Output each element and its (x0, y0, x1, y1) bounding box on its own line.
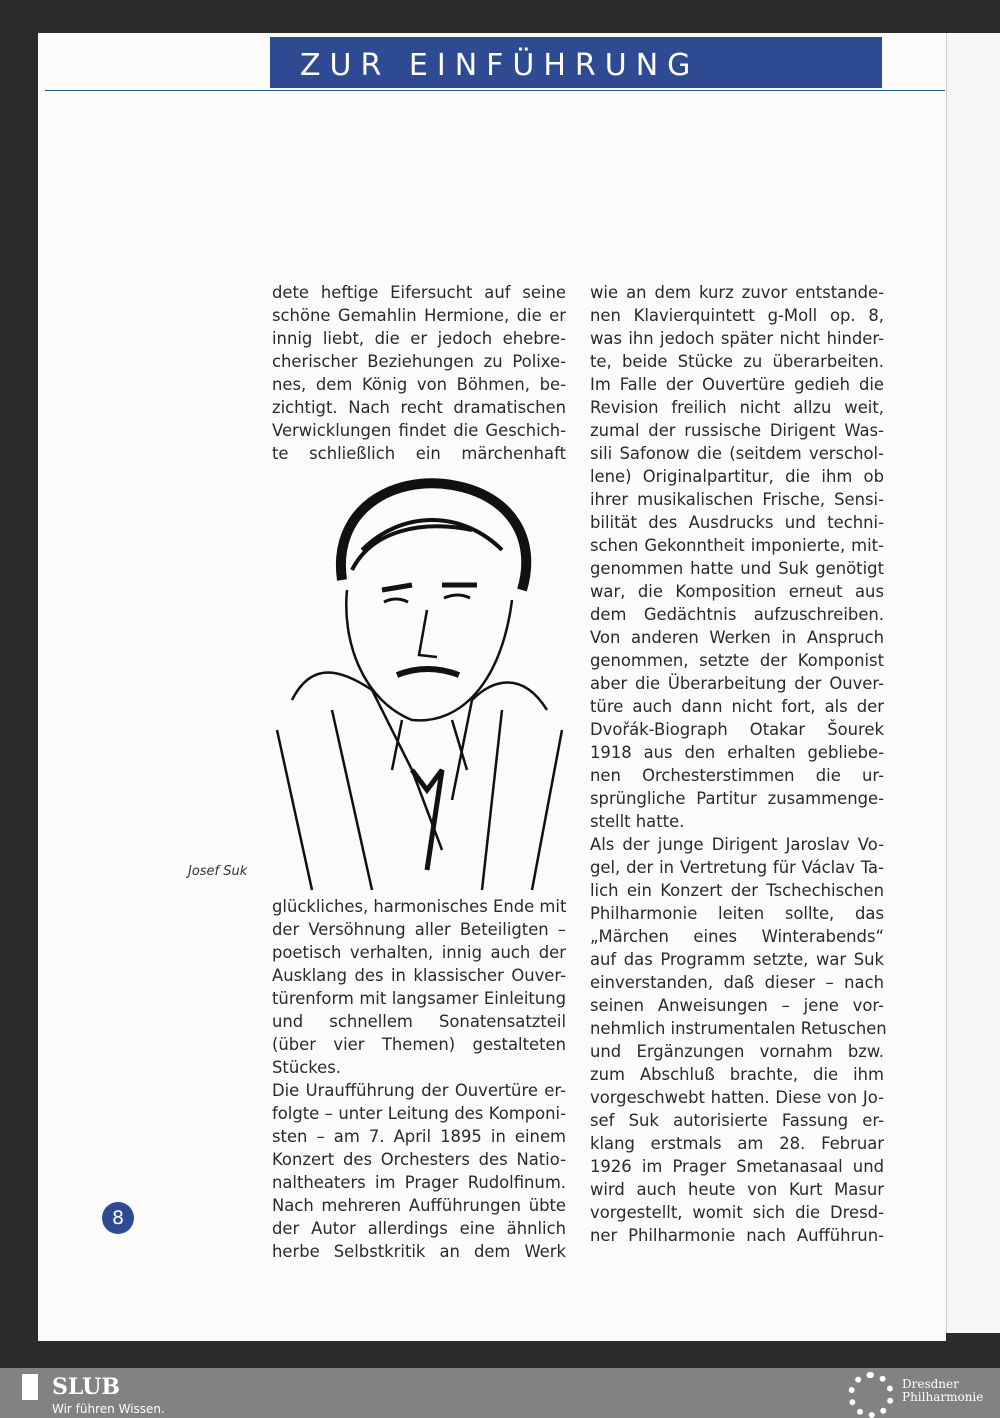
text-line: cherischer Beziehungen zu Polixe- (272, 352, 566, 371)
text-line: nen Orchesterstimmen die ur- (590, 766, 884, 785)
text-line: zumal der russische Dirigent Was- (590, 421, 884, 440)
text-line: genommen, setzte der Komponist (590, 651, 884, 670)
josef-suk-portrait (272, 470, 567, 895)
text-line: zichtigt. Nach recht dramatischen (272, 398, 566, 417)
left-column-top (272, 281, 566, 465)
text-line: lene) Originalpartitur, die ihm ob (590, 467, 884, 486)
slub-logo-icon (22, 1374, 38, 1400)
text-line: te, beide Stücke zu überarbeiten. (590, 352, 884, 371)
text-line: dete heftige Eifersucht auf seine (272, 283, 566, 302)
text-line: Verwicklungen findet die Geschich- (272, 421, 566, 440)
text-line: dem Gedächtnis aufzuschreiben. (590, 605, 884, 624)
text-line: Von anderen Werken in Anspruch (590, 628, 884, 647)
text-line: Revision freilich nicht allzu weit, (590, 398, 884, 417)
text-line: ner Philharmonie nach Aufführun- (590, 1226, 884, 1245)
text-line: was ihn jedoch später nicht hinder- (590, 329, 884, 348)
text-line: klang erstmals am 28. Februar (590, 1134, 884, 1153)
text-line: genommen hatte und Suk genötigt (590, 559, 884, 578)
text-line: 1918 aus den erhalten gebliebe- (590, 743, 884, 762)
text-line: „Märchen eines Winterabends“ (590, 927, 884, 946)
text-line: Konzert des Orchesters des Natio- (272, 1150, 566, 1169)
text-line: nes, dem König von Böhmen, be- (272, 375, 566, 394)
text-line: der Autor allerdings eine ähnlich (272, 1219, 566, 1238)
text-line: seinen Anweisungen – jene vor- (590, 996, 884, 1015)
text-line: Nach mehreren Aufführungen übte (272, 1196, 566, 1215)
text-line: ihrer musikalischen Frische, Sensi- (590, 490, 884, 509)
text-line: zum Abschluß brachte, die ihm (590, 1065, 884, 1084)
next-page-edge (946, 33, 1000, 1333)
section-title: ZUR EINFÜHRUNG (300, 48, 700, 83)
text-line: sprüngliche Partitur zusammenge- (590, 789, 884, 808)
text-line: und schnellem Sonatensatzteil (272, 1012, 566, 1031)
text-line: nen Klavierquintett g-Moll op. 8, (590, 306, 884, 325)
partner-line-2: Philharmonie (902, 1390, 984, 1404)
text-line: lich ein Konzert der Tschechischen (590, 881, 884, 900)
text-line: sili Safonow die (seitdem verschol- (590, 444, 884, 463)
text-line: war, die Komposition erneut aus (590, 582, 884, 601)
page-number: 8 (102, 1202, 134, 1234)
text-line: poetisch verhalten, innig auch der (272, 943, 566, 962)
text-line: vorgeschwebt hatten. Diese von Jo- (590, 1088, 884, 1107)
text-line: und Ergänzungen vornahm bzw. (590, 1042, 884, 1061)
slub-logo[interactable]: SLUB (52, 1374, 120, 1400)
text-line: herbe Selbstkritik an dem Werk (272, 1242, 566, 1261)
text-line: nehmlich instrumentalen Retuschen (590, 1019, 887, 1038)
text-line: schen Gekonntheit imponierte, mit- (590, 536, 884, 555)
slub-tagline: Wir führen Wissen. (52, 1402, 165, 1416)
text-line: aber die Überarbeitung der Ouver- (590, 674, 884, 693)
right-column (590, 281, 887, 1247)
text-line: Als der junge Dirigent Jaroslav Vo- (590, 835, 884, 854)
text-line: auf das Programm setzte, war Suk (590, 950, 884, 969)
text-line: stellt hatte. (590, 812, 685, 831)
text-line: Philharmonie leiten sollte, das (590, 904, 884, 923)
dresdner-philharmonie-logo[interactable] (902, 1378, 983, 1404)
text-line: Ausklang des in klassischer Ouver- (272, 966, 566, 985)
text-line: wird auch heute von Kurt Masur (590, 1180, 884, 1199)
text-line: gel, der in Vertretung für Václav Ta- (590, 858, 884, 877)
text-line: glückliches, harmonisches Ende mit (272, 897, 567, 916)
text-line: te schließlich ein märchenhaft (272, 444, 566, 463)
text-line: Stückes. (272, 1058, 341, 1077)
header-rule (45, 90, 945, 91)
text-line: türe auch dann nicht fort, als der (590, 697, 884, 716)
text-line: 1926 im Prager Smetanasaal und (590, 1157, 884, 1176)
text-line: Dvořák-Biograph Otakar Šourek (590, 720, 884, 739)
text-line: Die Uraufführung der Ouvertüre er- (272, 1081, 566, 1100)
text-line: (über vier Themen) gestalteten (272, 1035, 566, 1054)
text-line: sten – am 7. April 1895 in einem (272, 1127, 566, 1146)
left-column-bottom (272, 895, 566, 1263)
text-line: folgte – unter Leitung des Komponi- (272, 1104, 566, 1123)
text-line: einverstanden, daß dieser – nach (590, 973, 884, 992)
footer-bar (0, 1368, 1000, 1418)
portrait-caption: Josef Suk (188, 864, 248, 879)
text-line: der Versöhnung aller Beteiligten – (272, 920, 566, 939)
text-line: vorgestellt, womit sich die Dresd- (590, 1203, 884, 1222)
dresdner-philharmonie-logo-icon (848, 1372, 894, 1418)
text-line: sef Suk autorisierte Fassung er- (590, 1111, 884, 1130)
text-line: schöne Gemahlin Hermione, die er (272, 306, 566, 325)
text-line: innig liebt, die er jedoch ehebre- (272, 329, 566, 348)
text-line: bilität des Ausdrucks und techni- (590, 513, 884, 532)
partner-line-1: Dresdner (902, 1377, 959, 1391)
text-line: türenform mit langsamer Einleitung (272, 989, 566, 1008)
text-line: wie an dem kurz zuvor entstande- (590, 283, 884, 302)
text-line: naltheaters im Prager Rudolfinum. (272, 1173, 566, 1192)
text-line: Im Falle der Ouvertüre gedieh die (590, 375, 884, 394)
